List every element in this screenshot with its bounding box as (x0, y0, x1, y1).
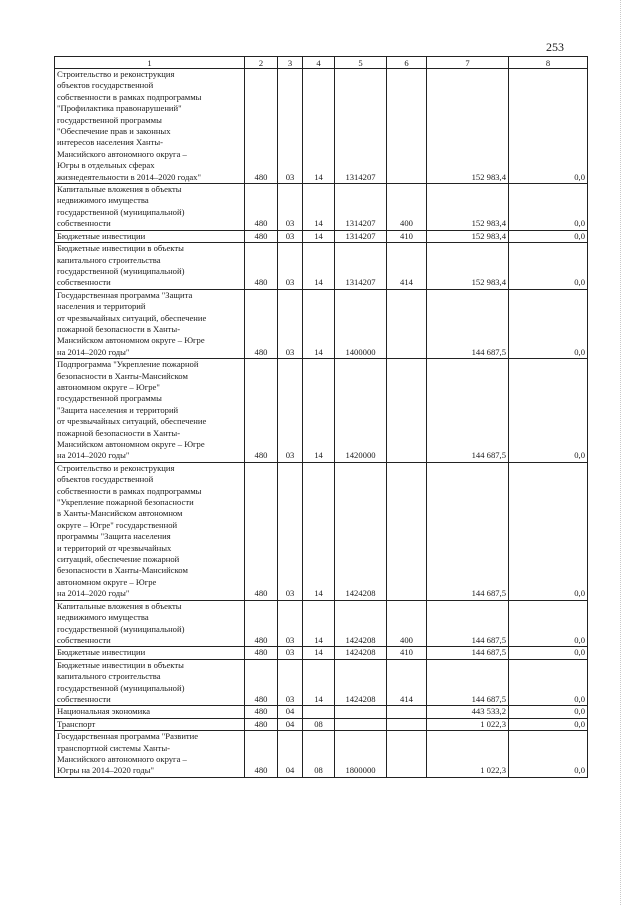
row-grbs: 480 (245, 69, 278, 184)
row-grbs: 480 (245, 659, 278, 706)
row-name: Капитальные вложения в объекты недвижимого имущества государственной (муниципальной) собственности (55, 600, 245, 647)
row-grbs: 480 (245, 289, 278, 358)
row-name: Строительство и реконструкция объектов государственной собственности в рамках подпрограммы "Профилактика правонарушений" государственной программы "Обеспечение прав и законных интересов населения Ханты- Мансийского автономного округа – Югры в отдельных сферах жизнедеятельности в 2014–2020 годах" (55, 69, 245, 184)
row-vr (387, 731, 427, 778)
row-pr: 14 (303, 462, 335, 600)
row-vr: 400 (387, 600, 427, 647)
row-csr (335, 718, 387, 730)
header-col-6: 6 (387, 57, 427, 69)
row-vr (387, 69, 427, 184)
row-name: Государственная программа "Защита населения и территорий от чрезвычайных ситуаций, обеспечение пожарной безопасности в Ханты- Мансийском автономном округе – Югре на 2014–2020 годы" (55, 289, 245, 358)
row-csr: 1314207 (335, 184, 387, 231)
row-vr: 410 (387, 647, 427, 659)
row-pr (303, 706, 335, 718)
row-pr: 14 (303, 647, 335, 659)
row-rz: 03 (278, 600, 303, 647)
row-sum-2015: 144 687,5 (427, 600, 509, 647)
row-sum-2016: 0,0 (509, 69, 588, 184)
row-pr: 14 (303, 230, 335, 242)
row-sum-2015: 1 022,3 (427, 731, 509, 778)
row-sum-2015: 144 687,5 (427, 289, 509, 358)
row-vr: 400 (387, 184, 427, 231)
row-sum-2015: 144 687,5 (427, 359, 509, 463)
row-vr (387, 289, 427, 358)
table-row (55, 243, 588, 290)
row-vr (387, 718, 427, 730)
row-sum-2015: 1 022,3 (427, 718, 509, 730)
row-grbs: 480 (245, 243, 278, 290)
row-sum-2015: 152 983,4 (427, 230, 509, 242)
row-sum-2015: 144 687,5 (427, 462, 509, 600)
row-name: Бюджетные инвестиции (55, 647, 245, 659)
row-grbs: 480 (245, 718, 278, 730)
table-row (55, 718, 588, 730)
row-rz: 04 (278, 706, 303, 718)
row-rz: 03 (278, 184, 303, 231)
row-vr (387, 359, 427, 463)
row-grbs: 480 (245, 706, 278, 718)
row-csr: 1400000 (335, 289, 387, 358)
row-rz: 03 (278, 659, 303, 706)
header-col-8: 8 (509, 57, 588, 69)
row-sum-2016: 0,0 (509, 230, 588, 242)
table-row (55, 462, 588, 600)
row-sum-2015: 152 983,4 (427, 69, 509, 184)
row-rz: 03 (278, 647, 303, 659)
table-row (55, 184, 588, 231)
row-grbs: 480 (245, 230, 278, 242)
row-rz: 03 (278, 69, 303, 184)
row-sum-2016: 0,0 (509, 600, 588, 647)
row-vr (387, 706, 427, 718)
row-pr: 14 (303, 659, 335, 706)
row-csr: 1314207 (335, 69, 387, 184)
row-name: Бюджетные инвестиции в объекты капитального строительства государственной (муниципальной) собственности (55, 243, 245, 290)
page-number: 253 (546, 40, 564, 54)
row-rz: 03 (278, 230, 303, 242)
row-csr: 1314207 (335, 243, 387, 290)
header-col-4: 4 (303, 57, 335, 69)
margin-line (620, 0, 621, 905)
table-row (55, 289, 588, 358)
table-body (55, 69, 588, 778)
budget-table (54, 56, 588, 778)
row-rz: 03 (278, 289, 303, 358)
row-vr: 410 (387, 230, 427, 242)
row-grbs: 480 (245, 184, 278, 231)
row-sum-2015: 443 533,2 (427, 706, 509, 718)
row-csr: 1424208 (335, 600, 387, 647)
row-rz: 03 (278, 243, 303, 290)
row-sum-2016: 0,0 (509, 462, 588, 600)
table-row (55, 659, 588, 706)
row-vr: 414 (387, 659, 427, 706)
row-pr: 14 (303, 359, 335, 463)
row-sum-2015: 152 983,4 (427, 243, 509, 290)
row-csr: 1424208 (335, 462, 387, 600)
row-grbs: 480 (245, 600, 278, 647)
table-header (55, 57, 588, 69)
header-col-1: 1 (55, 57, 245, 69)
row-pr: 08 (303, 718, 335, 730)
row-sum-2016: 0,0 (509, 647, 588, 659)
row-name: Государственная программа "Развитие транспортной системы Ханты- Мансийского автономного округа – Югры на 2014–2020 годы" (55, 731, 245, 778)
row-sum-2015: 144 687,5 (427, 659, 509, 706)
row-name: Бюджетные инвестиции в объекты капитального строительства государственной (муниципальной) собственности (55, 659, 245, 706)
row-name: Национальная экономика (55, 706, 245, 718)
row-grbs: 480 (245, 647, 278, 659)
header-col-5: 5 (335, 57, 387, 69)
row-name: Бюджетные инвестиции (55, 230, 245, 242)
row-pr: 08 (303, 731, 335, 778)
row-pr: 14 (303, 289, 335, 358)
row-vr: 414 (387, 243, 427, 290)
row-pr: 14 (303, 600, 335, 647)
row-grbs: 480 (245, 359, 278, 463)
row-rz: 04 (278, 718, 303, 730)
row-name: Строительство и реконструкция объектов государственной собственности в рамках подпрограммы "Укрепление пожарной безопасности в Ханты-Мансийском автономном округе – Югре" государственной программы "Защита населения и территорий от чрезвычайных ситуаций, обеспечение пожарной безопасности в Ханты-Мансийском автономном округе – Югре на 2014–2020 годы" (55, 462, 245, 600)
row-csr (335, 706, 387, 718)
row-grbs: 480 (245, 462, 278, 600)
row-sum-2016: 0,0 (509, 243, 588, 290)
row-pr: 14 (303, 184, 335, 231)
row-sum-2016: 0,0 (509, 659, 588, 706)
row-sum-2016: 0,0 (509, 359, 588, 463)
row-pr: 14 (303, 69, 335, 184)
row-pr: 14 (303, 243, 335, 290)
header-col-7: 7 (427, 57, 509, 69)
row-csr: 1424208 (335, 659, 387, 706)
row-name: Подпрограмма "Укрепление пожарной безопасности в Ханты-Мансийском автономном округе – Югре" государственной программы "Защита населения и территорий от чрезвычайных ситуаций, обеспечение пожарной безопасности в Ханты- Мансийском автономном округе – Югре на 2014–2020 годы" (55, 359, 245, 463)
row-sum-2015: 144 687,5 (427, 647, 509, 659)
row-csr: 1420000 (335, 359, 387, 463)
header-col-3: 3 (278, 57, 303, 69)
table-row (55, 647, 588, 659)
row-sum-2016: 0,0 (509, 731, 588, 778)
table-row (55, 230, 588, 242)
row-sum-2016: 0,0 (509, 706, 588, 718)
row-csr: 1424208 (335, 647, 387, 659)
table-row (55, 69, 588, 184)
row-rz: 04 (278, 731, 303, 778)
header-row (55, 57, 588, 69)
row-sum-2015: 152 983,4 (427, 184, 509, 231)
row-csr: 1314207 (335, 230, 387, 242)
row-rz: 03 (278, 359, 303, 463)
row-rz: 03 (278, 462, 303, 600)
row-sum-2016: 0,0 (509, 718, 588, 730)
table-row (55, 706, 588, 718)
row-sum-2016: 0,0 (509, 184, 588, 231)
row-sum-2016: 0,0 (509, 289, 588, 358)
row-name: Транспорт (55, 718, 245, 730)
table-row (55, 600, 588, 647)
row-grbs: 480 (245, 731, 278, 778)
row-vr (387, 462, 427, 600)
row-name: Капитальные вложения в объекты недвижимого имущества государственной (муниципальной) собственности (55, 184, 245, 231)
table-row (55, 359, 588, 463)
table-row (55, 731, 588, 778)
row-csr: 1800000 (335, 731, 387, 778)
header-col-2: 2 (245, 57, 278, 69)
